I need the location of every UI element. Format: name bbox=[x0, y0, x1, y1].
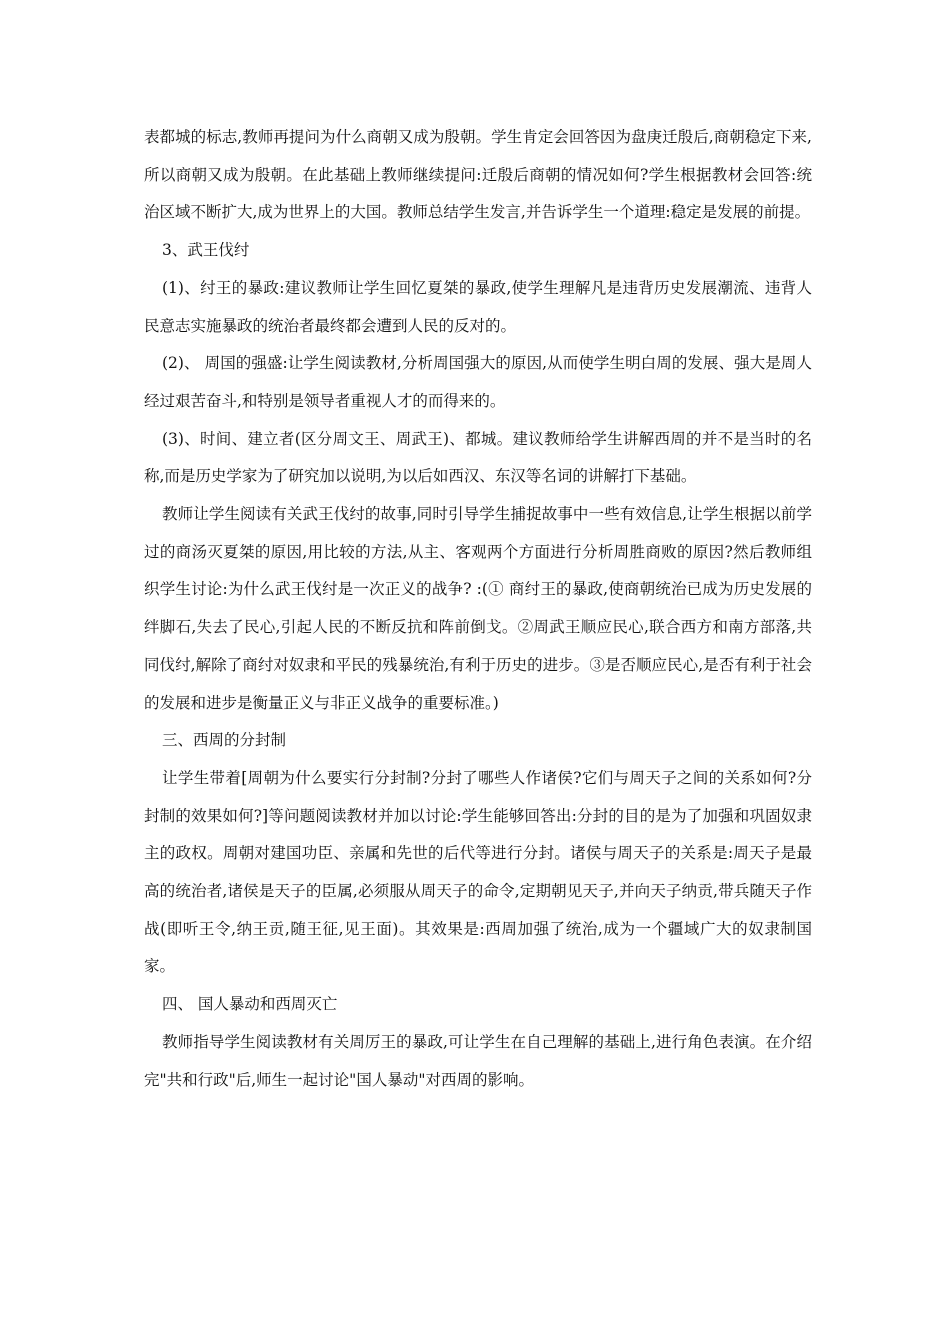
paragraph-yin-dynasty: 表都城的标志,教师再提问为什么商朝又成为殷朝。学生肯定会回答因为盘庚迁殷后,商朝稳定下来,所以商朝又成为殷朝。在此基础上教师继续提问:迁殷后商朝的情况如何?学生根据教材会回答:统治区域不断扩大,成为世界上的大国。教师总结学生发言,并告诉学生一个道理:稳定是发展的前提。 bbox=[144, 128, 812, 222]
paragraph-just-war-discussion: 教师让学生阅读有关武王伐纣的故事,同时引导学生捕捉故事中一些有效信息,让学生根据以前学过的商汤灭夏桀的原因,用比较的方法,从主、客观两个方面进行分析周胜商败的原因?然后教师组织学生讨论:为什么武王伐纣是一次正义的战争? :(① 商纣王的暴政,使商朝统治已成为历史发展的绊脚石,失去了民心,引起人民的不断反抗和阵前倒戈。②周武王顺应民心,联合西方和南方部落,共同伐纣,解除了商纣对奴隶和平民的残暴统治,有利于历史的进步。③是否顺应民心,是否有利于社会的发展和进步是衡量正义与非正义战争的重要标准。) bbox=[144, 505, 812, 712]
paragraph-king-li-tyranny: 教师指导学生阅读教材有关周厉王的暴政,可让学生在自己理解的基础上,进行角色表演。在介绍完"共和行政"后,师生一起讨论"国人暴动"对西周的影响。 bbox=[144, 1032, 812, 1089]
document-body bbox=[144, 119, 812, 1099]
paragraph-western-zhou-founding: (3)、时间、建立者(区分周文王、周武王)、都城。建议教师给学生讲解西周的并不是当时的名称,而是历史学家为了研究加以说明,为以后如西汉、东汉等名词的讲解打下基础。 bbox=[144, 429, 812, 486]
paragraph-zhou-rise: (2)、 周国的强盛:让学生阅读教材,分析周国强大的原因,从而使学生明白周的发展、强大是周人经过艰苦奋斗,和特别是领导者重视人才的而得来的。 bbox=[144, 354, 812, 410]
heading-king-wu-conquest: 3、武王伐纣 bbox=[162, 241, 250, 260]
paragraph-enfeoffment: 让学生带着[周朝为什么要实行分封制?分封了哪些人作诸侯?它们与周天子之间的关系如何?分封制的效果如何?]等问题阅读教材并加以讨论:学生能够回答出:分封的目的是为了加强和巩固奴隶主的政权。周朝对建国功臣、亲属和先世的后代等进行分封。诸侯与周天子的关系是:周天子是最高的统治者,诸侯是天子的臣属,必须服从周天子的命令,定期朝见天子,并向天子纳贡,带兵随天子作战(即听王令,纳王贡,随王征,见王面)。其效果是:西周加强了统治,成为一个疆域广大的奴隶制国家。 bbox=[144, 768, 812, 976]
heading-guoren-revolt: 四、 国人暴动和西周灭亡 bbox=[162, 995, 338, 1014]
heading-enfeoffment-system: 三、西周的分封制 bbox=[162, 731, 287, 750]
paragraph-king-zhou-tyranny: (1)、纣王的暴政:建议教师让学生回忆夏桀的暴政,使学生理解凡是违背历史发展潮流、违背人民意志实施暴政的统治者最终都会遭到人民的反对的。 bbox=[144, 278, 812, 335]
